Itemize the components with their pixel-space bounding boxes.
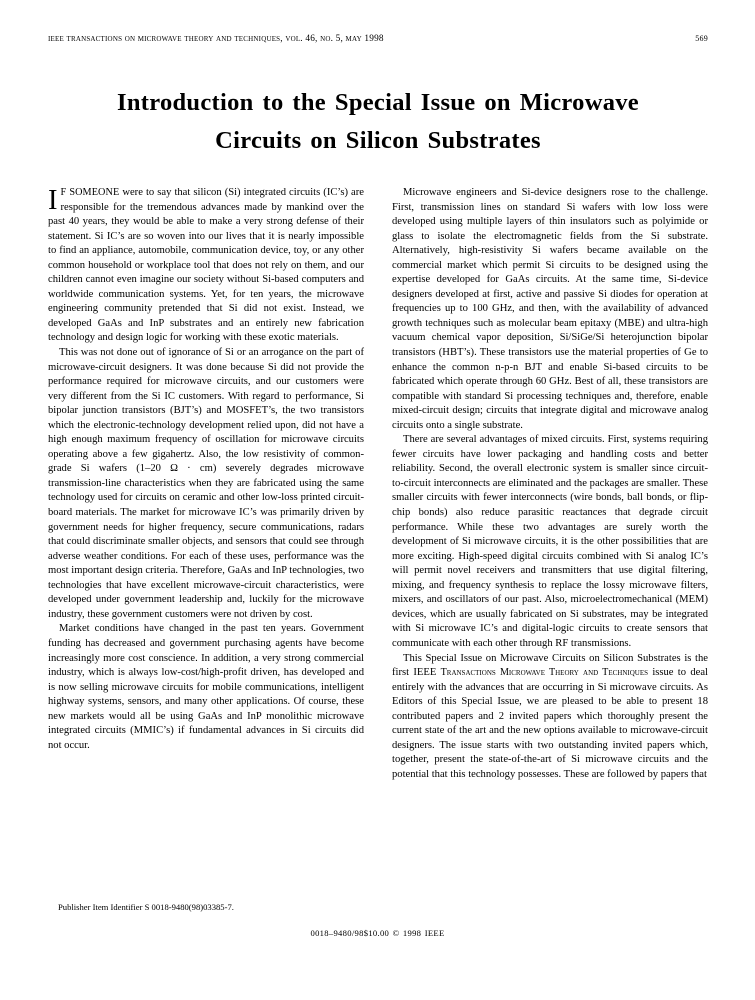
article-title-line-2: Circuits on Silicon Substrates xyxy=(215,127,541,155)
paragraph-right-1: Microwave engineers and Si-device designers rose to the challenge. First, transmission lines on standard Si wafers with low loss were developed using multiple layers of thin insulators such as polyimide or glass to isolate the electromagnetic fields from the Si substrate. Alternatively, high-resistivity Si wafers became available on the commercial market which permit Si circuits to be designed using the expertise developed for GaAs circuits. At the same time, Si-device designers developed at first, active and passive Si diodes for operation at frequencies up to 100 GHz, and then, with the availability of advanced growth techniques such as molecular beam epitaxy (MBE) and ultra-high vacuum chemical vapor deposition, Si/SiGe/Si heterojunction bipolar transistors (HBT’s). These transistors use the material properties of Ge to enhance the common n-p-n BJT and enable Si-based circuits to be fabricated which operate through 60 GHz. Best of all, these transistors are compatible with standard Si processing techniques and, therefore, enable mixed-circuit design; circuits that integrate digital and microwave analog circuits onto a single substrate. xyxy=(392,187,708,431)
publisher-item-identifier: Publisher Item Identifier S 0018-9480(98)03385-7. xyxy=(58,902,234,912)
paragraph-right-3-part2: issue to deal entirely with the advances that are occurring in Si microwave circuits. As Editors of this Special Issue, we are pleased to be able to present 18 contributed papers and 2 invited papers which thoroughly present the current state of the art and the new options available to microwave-circuit designers. The issue starts with two outstanding invited papers which, together, present the state-of-the-art of Si microwave circuits and the potential that this technology possesses. These are followed by papers that xyxy=(392,667,708,780)
body-columns xyxy=(48,186,708,782)
article-title-line-1: Introduction to the Special Issue on Microwave xyxy=(117,89,639,117)
paragraph-left-3: Market conditions have changed in the past ten years. Government funding has decreased and government purchasing agents have become increasingly more cost conscience. In addition, a very strong commercial industry, which is always low-cost/high-profit driven, has developed and is now selling microwave circuits for mobile communications, intelligent highway systems, sensors, and many other applications. Of course, these new markets would all be using GaAs and InP monolithic microwave integrated circuits (MMIC’s) if fundamental advances in Si circuits did not occur. xyxy=(48,623,364,751)
paragraph-right-3 xyxy=(392,652,708,783)
article-title xyxy=(60,84,696,160)
left-column xyxy=(48,186,364,782)
paragraph-right-2: There are several advantages of mixed circuits. First, systems requiring fewer circuits have lower packaging and handling costs and better reliability. Second, the overall electronic system is smaller since circuit-to-circuit interconnects are eliminated and the packages are smaller. These smaller circuits with fewer interconnects (wire bonds, ball bonds, or flip-chip bonds) also reduce parasitic reactances that degrade circuit performance. While these two advantages are surely worth the development of Si microwave circuits, it is the other possibilities that are more exciting. High-speed digital circuits combined with Si analog IC’s will permit novel receivers and transmitters that use digital filtering, mixing, and frequency synthesis to replace the lossy microwave filters, mixers, and oscillators of our past. Also, microelectromechanical (MEM) devices, which are usually fabricated on Si substrates, may be integrated with Si microwave IC’s and digital-logic circuits to create sensors that communicate with each other through RF transmissions. xyxy=(392,434,708,649)
journal-name-smallcaps: Transactions Microwave Theory and Techniques xyxy=(440,667,649,679)
paragraph-right-3-part1: This Special Issue on Microwave Circuits on Silicon Substrates is the first IEEE xyxy=(392,652,708,679)
footnote-area xyxy=(48,902,364,913)
running-head xyxy=(48,34,708,44)
right-column xyxy=(392,186,708,782)
paragraph-opening-body: were to say that silicon (Si) integrated circuits (IC’s) are responsible for the tremendous advances made by mankind over the past 40 years, they would be able to make a very strong defense of their statement. Si IC’s are so woven into our lives that it is nearly impossible to find an appliance, automobile, communication device, toy, or any other common household or workplace tool that does not rely on them, and our children cannot even imagine our society without Si-based computers and worldwide communication systems. Yet, for ten years, the microwave engineering community pretended that Si did not exist. Instead, we developed GaAs and InP substrates and an entirely new fabrication technology and design logic for working with these exotic materials. xyxy=(48,187,364,344)
page-number: 569 xyxy=(695,34,708,43)
drop-cap: I xyxy=(48,185,58,216)
running-head-journal: ieee transactions on microwave theory and techniques, vol. 46, no. 5, may 1998 xyxy=(48,34,384,44)
page-footer: 0018–9480/98$10.00 © 1998 IEEE xyxy=(310,928,445,938)
paragraph-opening xyxy=(48,186,364,346)
paragraph-left-2: This was not done out of ignorance of Si or an arrogance on the part of microwave-circuit designers. It was done because Si did not provide the performance required for microwave circuits, and our customers were very different from the Si IC customers. With regard to performance, Si bipolar junction transistors (BJT’s) and MOSFET’s, the two transistors which the electronic-technology development relied upon, did not have a high enough maximum frequency of oscillation for microwave circuits operating above a few gigahertz. Also, the low resistivity of common-grade Si wafers (1–20 Ω · cm) severely degrades microwave transmission-line characteristics when they are fabricated using the same technology used for circuits on ceramic and other low-loss printed circuit-board materials. The market for microwave IC’s was primarily driven by government needs for higher frequency, secure communications, radars that could discriminate smaller objects, and sensors that could see through adverse weather conditions. For each of these uses, performance was the most important design criteria. Therefore, GaAs and InP technologies, two technologies that have excellent microwave-circuit characteristics, were developed under government leadership and, luckily for the microwave industry, these government customers were not driven by cost. xyxy=(48,347,364,620)
small-caps-lead: F SOMEONE xyxy=(60,187,120,198)
